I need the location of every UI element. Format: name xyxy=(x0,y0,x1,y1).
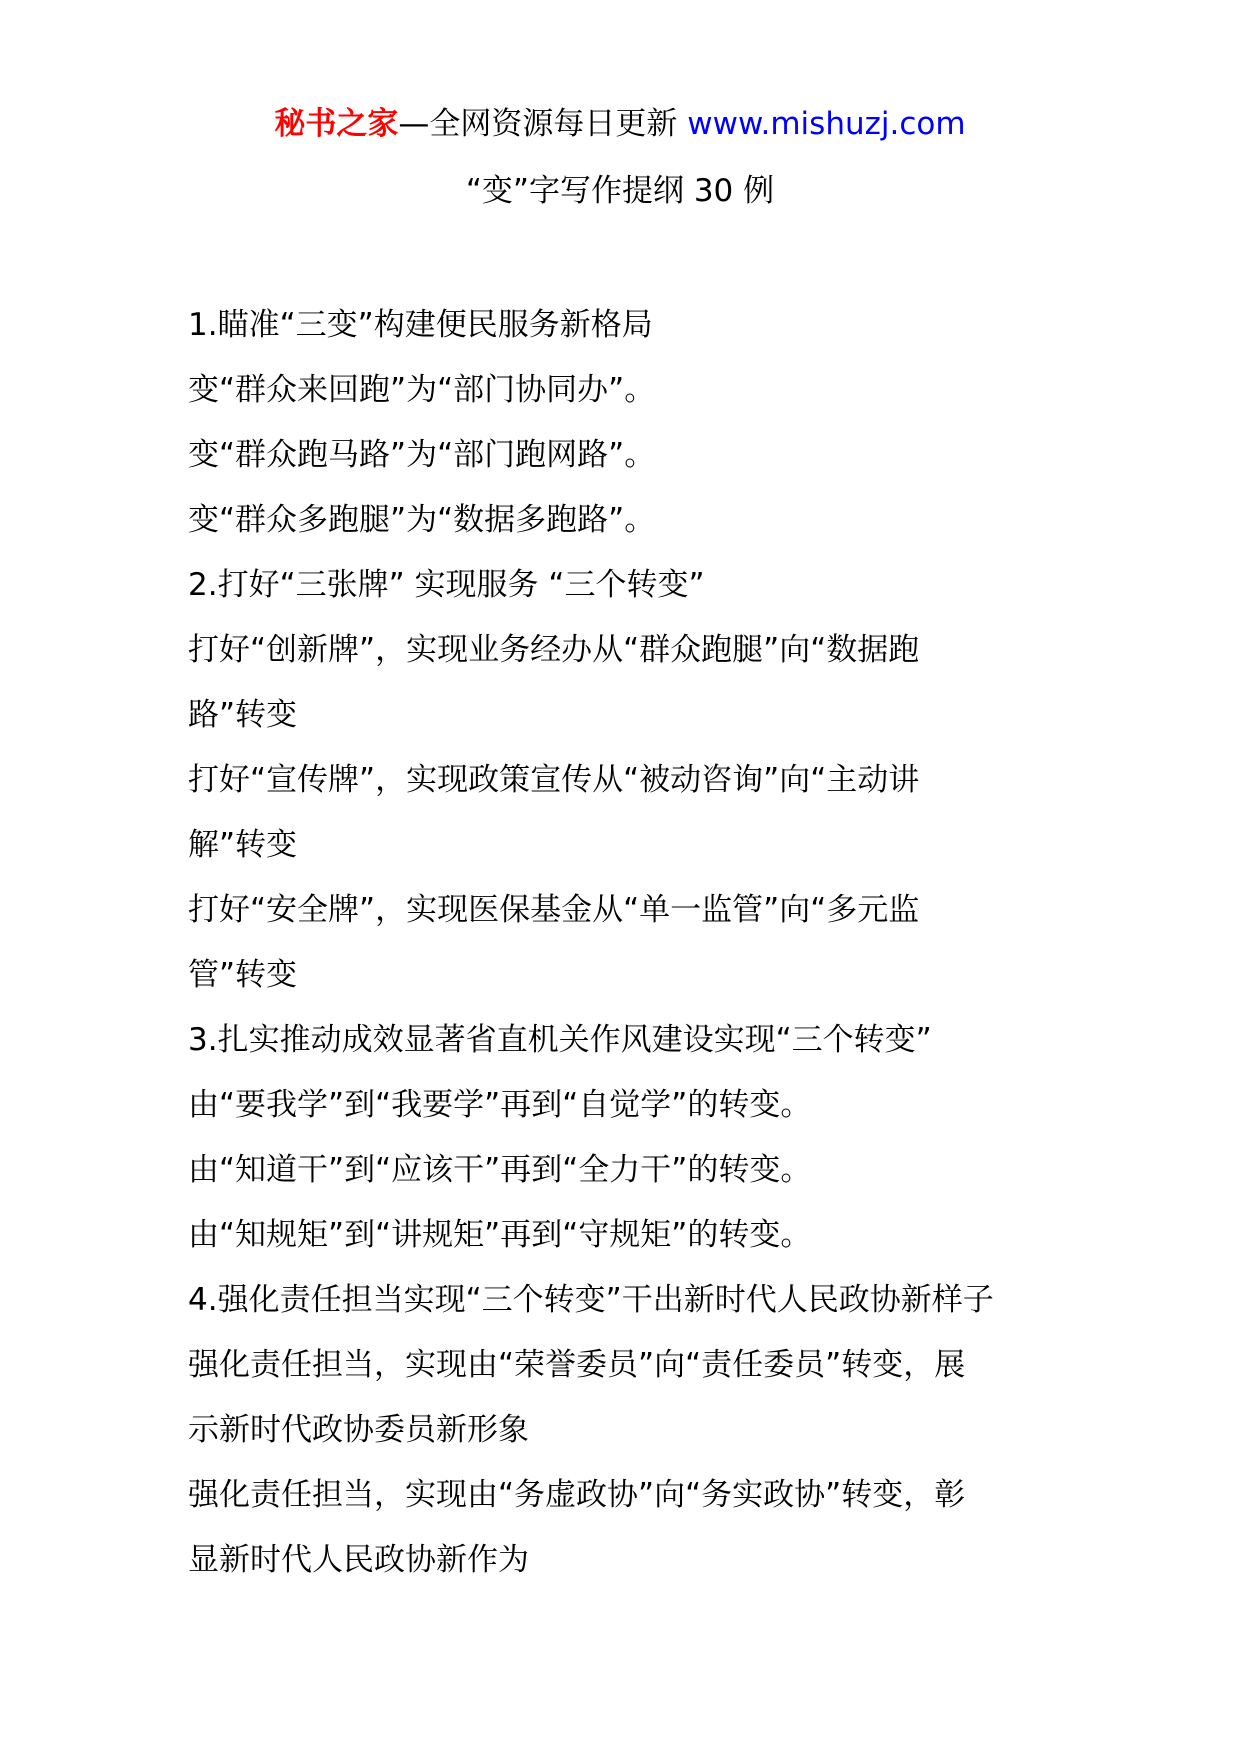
body-line: 变“群众来回跑”为“部门协同办”。 xyxy=(188,372,656,408)
body-line: 由“知道干”到“应该干”再到“全力干”的转变。 xyxy=(188,1152,812,1188)
body-line: 路”转变 xyxy=(188,697,298,733)
section-heading: 3.扎实推动成效显著省直机关作风建设实现“三个转变” xyxy=(188,1022,932,1058)
body-line: 强化责任担当，实现由“荣誉委员”向“责任委员”转变，展 xyxy=(188,1347,966,1383)
section-heading: 2.打好“三张牌” 实现服务 “三个转变” xyxy=(188,567,705,603)
body-line: 打好“宣传牌”，实现政策宣传从“被动咨询”向“主动讲 xyxy=(188,762,920,798)
body-line: 变“群众跑马路”为“部门跑网路”。 xyxy=(188,437,656,473)
document-body xyxy=(188,293,1068,1593)
body-line: 管”转变 xyxy=(188,957,298,993)
body-line: 显新时代人民政协新作为 xyxy=(188,1542,529,1578)
body-line: 解”转变 xyxy=(188,827,298,863)
website-link[interactable]: www.mishuzj.com xyxy=(687,106,966,142)
section-heading: 1.瞄准“三变”构建便民服务新格局 xyxy=(188,307,653,343)
brand-name: 秘书之家 xyxy=(274,106,399,142)
body-line: 示新时代政协委员新形象 xyxy=(188,1412,529,1448)
section-heading: 4.强化责任担当实现“三个转变”干出新时代人民政协新样子 xyxy=(188,1282,994,1318)
body-line: 由“知规矩”到“讲规矩”再到“守规矩”的转变。 xyxy=(188,1217,812,1253)
body-line: 强化责任担当，实现由“务虚政协”向“务实政协”转变，彰 xyxy=(188,1477,966,1513)
body-line: 变“群众多跑腿”为“数据多跑路”。 xyxy=(188,502,656,538)
body-line: 打好“安全牌”，实现医保基金从“单一监管”向“多元监 xyxy=(188,892,920,928)
page-header xyxy=(0,98,1240,150)
body-line: 由“要我学”到“我要学”再到“自觉学”的转变。 xyxy=(188,1087,812,1123)
document-title: “变”字写作提纲 30 例 xyxy=(465,173,775,209)
header-tagline: —全网资源每日更新 xyxy=(398,106,678,142)
body-line: 打好“创新牌”，实现业务经办从“群众跑腿”向“数据跑 xyxy=(188,632,920,668)
